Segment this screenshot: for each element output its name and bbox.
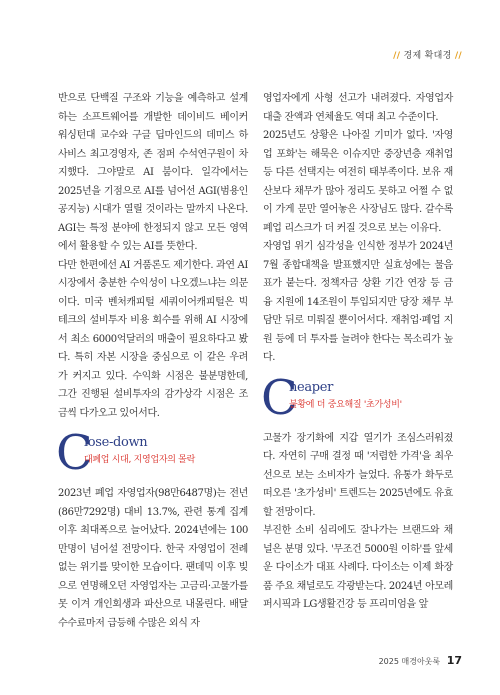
heading-word: heaper	[289, 379, 333, 395]
paragraph: 2025년도 상황은 나아질 기미가 없다. '자영업 포화'는 해묵은 이슈지만 중장년층 재취업 등 다른 선택지는 여전히 태부족이다. 보유 재산보다 채무가 많아 정리도 못하고 어쩔 수 없이 가게 문만 열어놓은 사장님도 많다. 갈수록 폐업 리스크가 더 커질 것으로 보는 이유다.	[263, 130, 453, 234]
header-slash-right: //	[454, 51, 462, 61]
paragraph: 2023년 폐업 자영업자(98만6487명)는 전년(86만7292명) 대비 13.7%, 관련 통계 집계 이후 최대폭으로 늘어났다. 2024년에는 100만명이 넘어설 전망이다. 한국 자영업이 전례 없는 위기를 맞이한 모습이다. 팬데믹 이후 빚으로 연명해오던 자영업자는 고금리·고물가를 못 이겨 개인회생과 파산으로 내몰린다. 배달 수수료마저 급등해 수많은 외식 자	[58, 488, 248, 629]
header-title: 경제 확대경	[403, 51, 452, 61]
section-heading-cheaper	[261, 369, 453, 426]
section-header	[393, 48, 462, 61]
section-heading-close-down	[56, 425, 248, 481]
paragraph: 영업자에게 사형 선고가 내려졌다. 자영업자 대출 잔액과 연체율도 역대 최고 수준이다.	[263, 93, 453, 123]
right-column	[263, 90, 453, 615]
heading-word: lose-down	[84, 435, 148, 450]
heading-initial: C	[261, 369, 298, 426]
paragraph: 다만 한편에선 AI 거품론도 제기한다. 과연 AI 시장에서 충분한 수익성이 나오겠느냐는 의문이다. 미국 벤처캐피털 세쿼이어캐피털은 빅테크의 설비투자 비용 회수를 위해 AI 시장에서 최소 6000억달러의 매출이 필요하다고 봤다. 특히 자본 시장을 중심으로 이 같은 우려가 커지고 있다. 수익화 시점은 불분명한데, 그간 진행된 설비투자의 감가상각 시점은 조금씩 다가오고 있어서다.	[58, 259, 248, 419]
paragraph: 반으로 단백질 구조와 기능을 예측하고 설계하는 소프트웨어를 개발한 데이비드 베이커 워싱턴대 교수와 구글 딥마인드의 데미스 하사비스 최고경영자, 존 점퍼 수석연구원이 차지했다. 그야말로 AI 붐이다. 일각에서는 2025년을 기점으로 AI를 넘어선 AGI(범용인공지능) 시대가 열릴 것이라는 말까지 나온다. AGI는 특정 분야에 한정되지 않고 모든 영역에서 활용할 수 있는 AI를 뜻한다.	[58, 93, 248, 252]
header-slash-left: //	[393, 51, 401, 61]
publication-label: 2025 매경아웃룩	[378, 657, 441, 666]
heading-subtitle: 대폐업 시대, 지영업자의 몰락	[84, 455, 195, 465]
heading-initial: C	[56, 425, 93, 481]
left-column	[58, 90, 248, 633]
page-number: 17	[446, 654, 462, 667]
heading-subtitle: 불황에 더 중요해질 '초가성비'	[289, 399, 402, 410]
paragraph: 부진한 소비 심리에도 잘나가는 브랜드와 채널은 분명 있다. '무조건 5000원 이하'를 앞세운 다이소가 대표 사례다. 다이소는 이제 화장품 주요 채널로도 각광받는다. 2024년 아모레퍼시픽과 LG생활건강 등 프리미엄을 앞	[263, 525, 453, 610]
page-footer	[379, 654, 462, 667]
paragraph: 고물가 장기화에 지갑 열기가 조심스러워졌다. 자연히 구매 결정 때 '저렴한 가격'을 최우선으로 보는 소비자가 늘었다. 유통가 화두로 떠오른 '초가성비' 트렌드는 2025년에도 유효할 전망이다.	[263, 432, 453, 518]
paragraph: 자영업 위기 심각성을 인식한 정부가 2024년 7월 종합대책을 발표했지만 실효성에는 물음표가 붙는다. 정책자금 상환 기간 연장 등 금융 지원에 14조원이 투입되지만 당장 채무 부담만 뒤로 미뤄질 뿐이어서다. 재취업·폐업 지원 등에 더 투자를 늘려야 한다는 목소리가 높다.	[263, 241, 453, 363]
